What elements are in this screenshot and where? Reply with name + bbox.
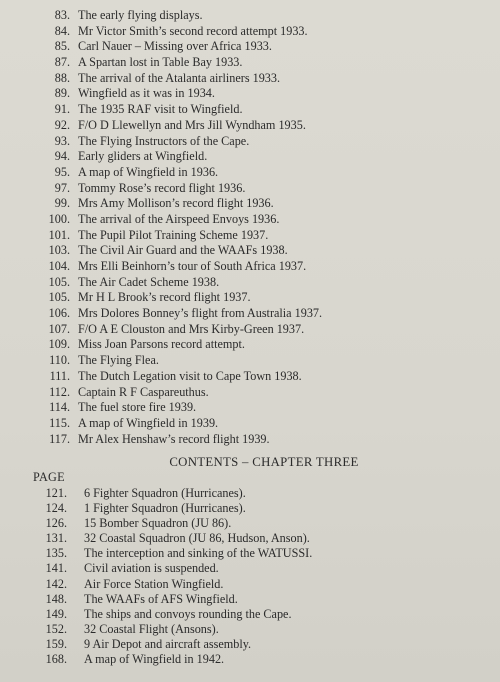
page-number: 103.: [48, 243, 70, 258]
entry-title: Carl Nauer – Missing over Africa 1933.: [78, 39, 272, 54]
list-item: [0, 306, 500, 322]
page-number: 84.: [54, 23, 70, 38]
page-number: 159.: [45, 636, 67, 651]
page-number: 149.: [45, 606, 67, 621]
page-column-label: PAGE: [33, 470, 65, 484]
list-item: [0, 118, 500, 134]
list-item: [0, 400, 500, 416]
page-number: 85.: [54, 39, 70, 54]
entry-title: The fuel store fire 1939.: [78, 400, 197, 415]
list-item: [0, 275, 500, 291]
page-number: 88.: [54, 70, 70, 85]
entry-title: The Flying Instructors of the Cape.: [78, 133, 250, 148]
page-number: 142.: [45, 576, 67, 591]
page-number: 104.: [48, 259, 70, 273]
list-item: [0, 228, 500, 244]
page-number: 115.: [49, 415, 70, 430]
entry-title: Captain R F Caspareuthus.: [78, 384, 209, 399]
page-number: 135.: [45, 546, 67, 561]
page-number: 124.: [45, 501, 67, 516]
entry-title: 15 Bomber Squadron (JU 86).: [84, 516, 232, 531]
entry-title: 32 Coastal Squadron (JU 86, Hudson, Anson).: [84, 531, 310, 546]
list-item: [0, 652, 500, 667]
page-number: 83.: [54, 8, 70, 22]
entry-title: 1 Fighter Squadron (Hurricanes).: [84, 501, 246, 516]
entry-title: The arrival of the Airspeed Envoys 1936.: [78, 211, 280, 226]
page-number: 101.: [48, 227, 70, 242]
page-number: 152.: [45, 621, 67, 636]
list-item: [0, 24, 500, 40]
entry-title: The WAAFs of AFS Wingfield.: [84, 591, 238, 606]
entry-title: The Air Cadet Scheme 1938.: [78, 274, 220, 289]
list-item: [0, 243, 500, 259]
list-item: [0, 531, 500, 546]
list-item: [0, 337, 500, 353]
list-item: [0, 546, 500, 561]
list-item: [0, 561, 500, 576]
page-number: 126.: [45, 516, 67, 531]
page-number: 131.: [45, 531, 67, 546]
page-number: 95.: [54, 164, 70, 179]
list-item: [0, 637, 500, 652]
entry-title: Miss Joan Parsons record attempt.: [78, 337, 245, 352]
page-number: 121.: [45, 486, 67, 500]
list-item: [0, 322, 500, 338]
entry-title: A map of Wingfield in 1942.: [84, 652, 225, 667]
entry-title: Mr H L Brook’s record flight 1937.: [78, 290, 251, 305]
entry-title: Air Force Station Wingfield.: [84, 576, 224, 591]
page-number: 106.: [48, 306, 70, 321]
entry-title: A Spartan lost in Table Bay 1933.: [78, 55, 243, 70]
list-item: [0, 259, 500, 275]
entry-title: Mrs Amy Mollison’s record flight 1936.: [78, 196, 274, 211]
page-number: 148.: [45, 591, 67, 606]
list-item: [0, 290, 500, 306]
list-item: [0, 622, 500, 637]
entry-title: A map of Wingfield in 1936.: [78, 164, 219, 179]
entry-title: Mrs Dolores Bonney’s flight from Australia 1937.: [78, 306, 323, 321]
page-number: 112.: [49, 384, 70, 399]
list-item: [0, 8, 500, 24]
page-number: 97.: [54, 180, 70, 195]
list-item: [0, 71, 500, 87]
page-number: 91.: [54, 102, 70, 117]
entry-title: Mr Victor Smith’s second record attempt 1933.: [78, 23, 308, 38]
contents-list-chapter-two: [0, 8, 500, 447]
page-number: 105.: [48, 274, 70, 289]
page-number: 109.: [48, 337, 70, 352]
page-number: 105.: [48, 290, 70, 305]
page-number: 87.: [54, 55, 70, 70]
page-number: 92.: [54, 117, 70, 132]
entry-title: The 1935 RAF visit to Wingfield.: [78, 102, 243, 117]
entry-title: Civil aviation is suspended.: [84, 561, 219, 576]
page-number: 117.: [49, 431, 70, 446]
chapter-heading: CONTENTS – CHAPTER THREE: [169, 455, 359, 469]
entry-title: The interception and sinking of the WATUSSI.: [84, 546, 313, 561]
list-item: [0, 134, 500, 150]
list-item: [0, 149, 500, 165]
entry-title: The Civil Air Guard and the WAAFs 1938.: [78, 243, 288, 258]
list-item: [0, 165, 500, 181]
page-number: 99.: [54, 196, 70, 211]
entry-title: The Flying Flea.: [78, 353, 159, 368]
page-number: 93.: [54, 133, 70, 148]
list-item: [0, 607, 500, 622]
entry-title: F/O D Llewellyn and Mrs Jill Wyndham 1935.: [78, 117, 306, 132]
page-number: 89.: [54, 86, 70, 101]
entry-title: Tommy Rose’s record flight 1936.: [78, 180, 246, 195]
page-number: 168.: [45, 652, 67, 667]
page-number: 107.: [48, 321, 70, 336]
list-item: [0, 416, 500, 432]
entry-title: The Dutch Legation visit to Cape Town 1938.: [78, 368, 302, 383]
page-number: 114.: [49, 400, 70, 415]
list-item: [0, 102, 500, 118]
entry-title: 6 Fighter Squadron (Hurricanes).: [84, 486, 246, 500]
list-item: [0, 353, 500, 369]
page-number: 94.: [54, 149, 70, 164]
list-item: [0, 181, 500, 197]
list-item: [0, 432, 500, 448]
list-item: [0, 501, 500, 516]
contents-list-chapter-three: [0, 486, 500, 667]
entry-title: F/O A E Clouston and Mrs Kirby-Green 1937.: [78, 321, 305, 336]
entry-title: Mrs Elli Beinhorn’s tour of South Africa 1937.: [78, 259, 307, 273]
list-item: [0, 39, 500, 55]
page-number: 141.: [45, 561, 67, 576]
list-item: [0, 385, 500, 401]
list-item: [0, 577, 500, 592]
page-number: 110.: [49, 353, 70, 368]
list-item: [0, 196, 500, 212]
list-item: [0, 55, 500, 71]
entry-title: 9 Air Depot and aircraft assembly.: [84, 636, 252, 651]
entry-title: Wingfield as it was in 1934.: [78, 86, 215, 101]
entry-title: The arrival of the Atalanta airliners 1933.: [78, 70, 281, 85]
page-number: 111.: [49, 368, 70, 383]
entry-title: Early gliders at Wingfield.: [78, 149, 208, 164]
entry-title: The ships and convoys rounding the Cape.: [84, 606, 292, 621]
page-number: 100.: [48, 211, 70, 226]
list-item: [0, 369, 500, 385]
list-item: [0, 86, 500, 102]
entry-title: A map of Wingfield in 1939.: [78, 415, 219, 430]
entry-title: The early flying displays.: [78, 8, 203, 22]
entry-title: Mr Alex Henshaw’s record flight 1939.: [78, 431, 270, 446]
list-item: [0, 486, 500, 501]
entry-title: The Pupil Pilot Training Scheme 1937.: [78, 227, 269, 242]
list-item: [0, 516, 500, 531]
entry-title: 32 Coastal Flight (Ansons).: [84, 621, 219, 636]
list-item: [0, 212, 500, 228]
list-item: [0, 592, 500, 607]
